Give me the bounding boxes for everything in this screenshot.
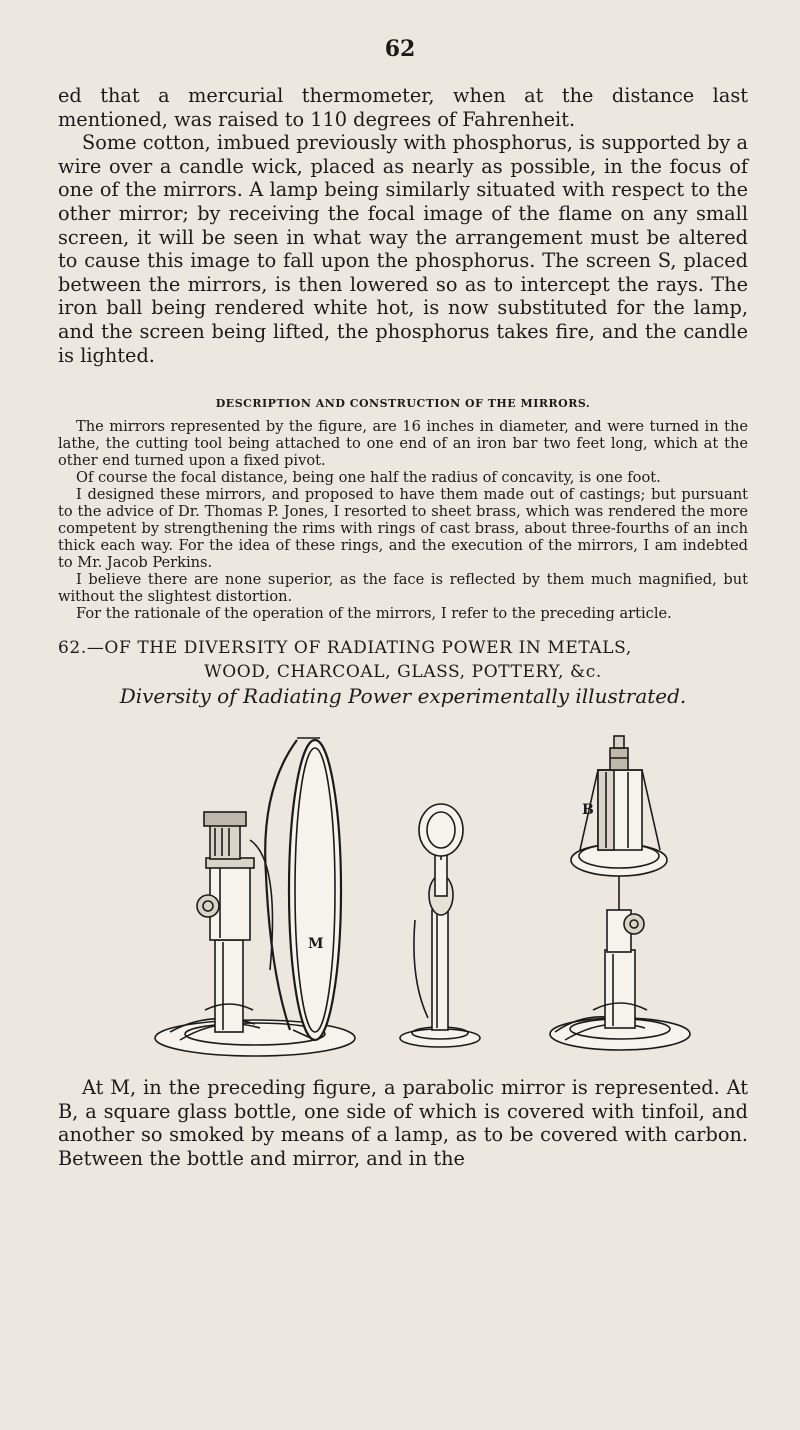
article-heading-line-1: 62.—OF THE DIVERSITY OF RADIATING POWER IN METALS, [58,638,632,658]
description-paragraph-3: I designed these mirrors, and proposed to have them made out of castings; but pursuant to the advice of Dr. Thomas P. Jones, I resorted to sheet brass, which was rendered the more competent by strengthening the rims with rings of cast brass, about three-fourths of an inch thick each way. For the idea of these rings, and the execution of the mirrors, I am indebted to Mr. Jacob Perkins. [58,486,748,571]
description-paragraph-4: I believe there are none superior, as the face is reflected by them much magnified, but without the slightest distortion. [58,571,748,605]
description-paragraph-2: Of course the focal distance, being one half the radius of concavity, is one foot. [76,469,661,486]
apparatus-figure [110,710,710,1060]
apparatus-illustration [110,710,710,1060]
page-number: 62 [384,36,416,62]
description-paragraph-1: The mirrors represented by the figure, are 16 inches in diameter, and were turned in the lathe, the cutting tool being attached to one end of an iron bar two feet long, which at the other end turned upon a fixed pivot. [58,418,748,469]
main-text [58,84,748,367]
label-b: B [582,802,594,818]
section-heading: DESCRIPTION AND CONSTRUCTION OF THE MIRRORS. [215,397,591,410]
parabolic-mirror-illustration [155,738,355,1056]
label-m: M [308,936,324,952]
bottom-paragraph: At M, in the preceding figure, a parabolic mirror is represented. At B, a square glass bottle, one side of which is covered with tinfoil, and another so smoked by means of a lamp, as to be covered with carbon. Between the bottle and mirror, and in the [58,1076,748,1170]
article-heading-line-2: WOOD, CHARCOAL, GLASS, POTTERY, &c. [204,662,602,682]
article-heading [58,636,748,684]
main-paragraph-2: Some cotton, imbued previously with phosphorus, is supported by a wire over a candle wick, placed as nearly as possible, in the focus of one of the mirrors. A lamp being similarly situated with respect to the other mirror; by receiving the focal image of the flame on any small screen, it will be seen in what way the arrangement must be altered to cause this image to fall upon the phosphorus. The screen S, placed between the mirrors, is then lowered so as to intercept the rays. The iron ball being rendered white hot, is now substituted for the lamp, and the screen being lifted, the phosphorus takes fire, and the candle is lighted. [58,131,748,367]
description-paragraph-5: For the rationale of the operation of the mirrors, I refer to the preceding article. [76,605,672,622]
bottle-stand-illustration [550,736,690,1050]
description-text [58,418,748,622]
bottom-text [58,1076,748,1170]
lamp-stand-illustration [400,804,480,1047]
figure-caption: Diversity of Radiating Power experimentally illustrated. [119,684,687,708]
main-paragraph-1: ed that a mercurial thermometer, when at the distance last mentioned, was raised to 110 degrees of Fahrenheit. [58,84,748,131]
